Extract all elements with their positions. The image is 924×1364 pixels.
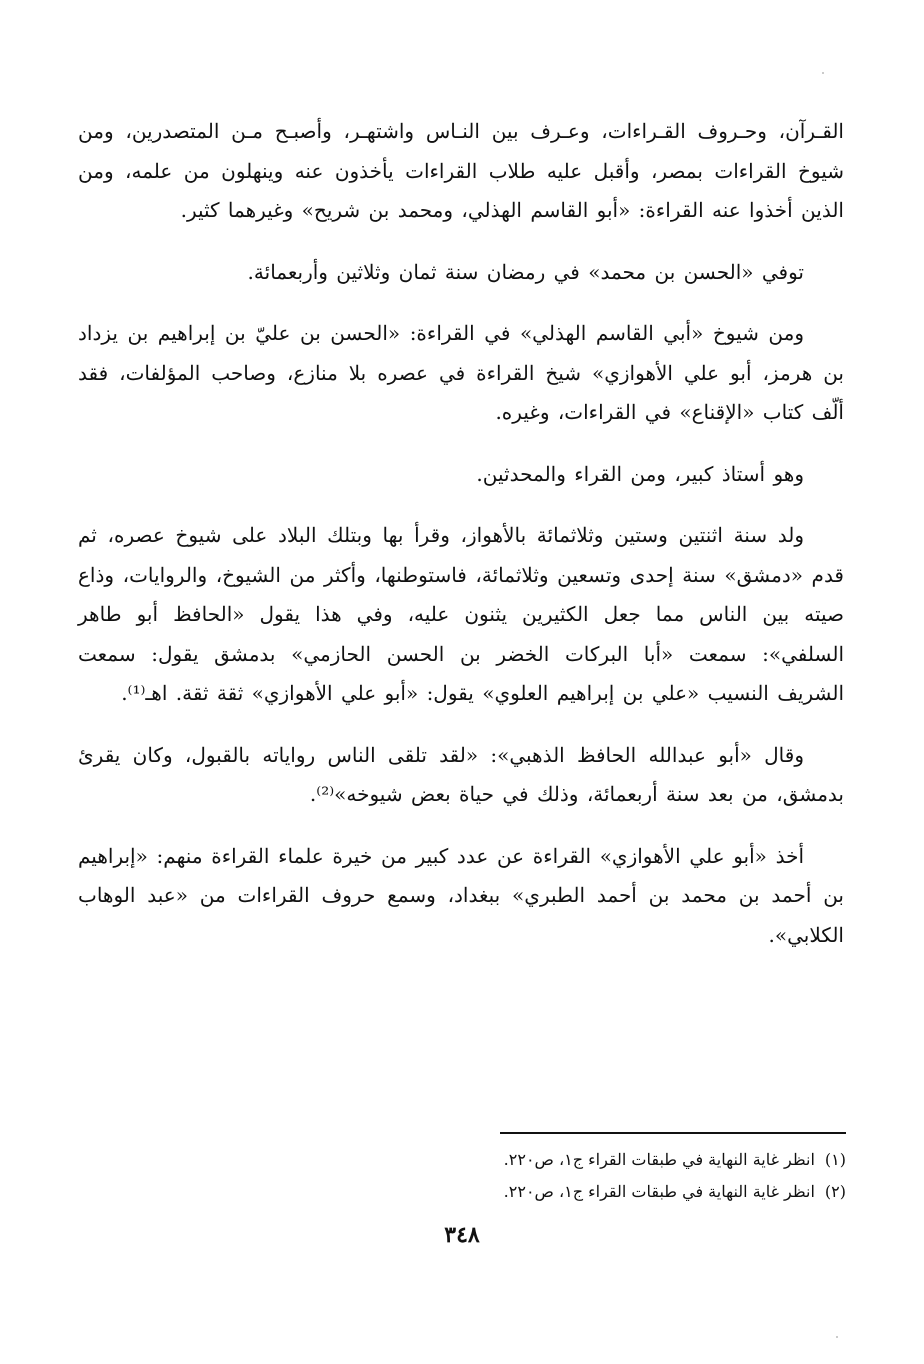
footnote [300,1176,846,1208]
paragraph: القـرآن، وحـروف القـراءات، وعـرف بين النـاس واشتهـر، وأصبـح مـن المتصدرين، ومن شيوخ القراءات بمصر، وأقبل عليه طلاب القراءات يأخذون عنه وينهلون من علمه، ومن الذين أخذوا عنه القراءة: «أبو القاسم الهذلي، ومحمد بن شريح» وغيرهما كثير. [78,119,844,222]
page-number: ٣٤٨ [444,1222,480,1248]
footnote-number: (١) [824,1150,846,1169]
footnote-text: انظر غاية النهاية في طبقات القراء ج١، ص٢٢٠. [503,1150,815,1169]
footnote-separator [500,1132,846,1134]
scan-speck [836,1336,838,1338]
paragraph: ولد سنة اثنتين وستين وثلاثمائة بالأهواز، وقرأ بها وبتلك البلاد على شيوخ عصره، ثم قدم «دمشق» سنة إحدى وتسعين وثلاثمائة، فاستوطنها، وأكثر من الشيوخ، والروايات، وذاع صيته بين الناس مما جعل الكثيرين يثنون عليه، وفي هذا يقول «الحافظ أبو طاهر السلفي»: سمعت «أبا البركات الخضر بن الحسن الحازمي» بدمشق يقول: سمعت الشريف النسيب «علي بن إبراهيم العلوي» يقول: «أبو علي الأهوازي» ثقة ثقة. اهـ⁽¹⁾. [78,523,844,705]
main-text [78,112,844,977]
paragraph: ومن شيوخ «أبي القاسم الهذلي» في القراءة: «الحسن بن عليّ بن إبراهيم بن يزداد بن هرمز، أبو علي الأهوازي» شيخ القراءة في عصره بلا منازع، وصاحب المؤلفات، فقد ألّف كتاب «الإقناع» في القراءات، وغيره. [78,321,844,424]
scan-speck [822,72,824,74]
paragraph: وقال «أبو عبدالله الحافظ الذهبي»: «لقد تلقى الناس رواياته بالقبول، وكان يقرئ بدمشق، من بعد سنة أربعمائة، وذلك في حياة بعض شيوخه»⁽²⁾. [78,742,844,806]
footnotes [300,1144,846,1208]
paragraph: وهو أستاذ كبير، ومن القراء والمحدثين. [476,461,804,486]
footnote-text: انظر غاية النهاية في طبقات القراء ج١، ص٢٢٠. [503,1182,815,1201]
paragraph: أخذ «أبو علي الأهوازي» القراءة عن عدد كبير من خيرة علماء القراءة منهم: «إبراهيم بن أحمد بن محمد بن أحمد الطبري» ببغداد، وسمع حروف القراءات من «عبد الوهاب الكلابي». [78,843,845,947]
footnote-number: (٢) [824,1182,846,1201]
footnote [300,1144,846,1176]
paragraph: توفي «الحسن بن محمد» في رمضان سنة ثمان وثلاثين وأربعمائة. [247,259,804,284]
